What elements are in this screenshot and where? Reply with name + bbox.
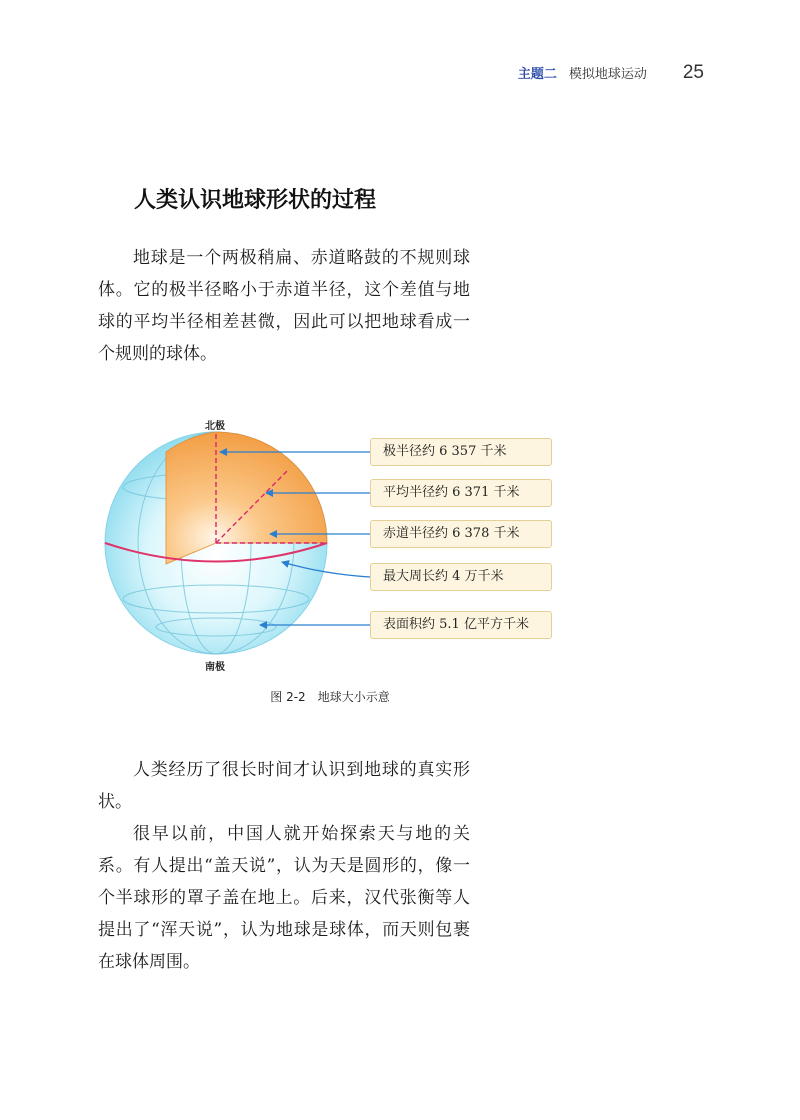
callout-polar-radius: 极半径约 6 357 千米 bbox=[370, 438, 552, 466]
north-pole-label: 北极 bbox=[205, 421, 225, 432]
paragraph-earth-shape: 地球是一个两极稍扁、赤道略鼓的不规则球体。它的极半径略小于赤道半径，这个差值与地球的平均半径相差甚微，因此可以把地球看成一个规则的球体。 bbox=[98, 248, 470, 364]
earth-size-figure bbox=[98, 412, 568, 672]
header-chapter-title: 模拟地球运动 bbox=[568, 67, 647, 82]
south-pole-label: 南极 bbox=[205, 662, 225, 673]
callout-equatorial-radius: 赤道半径约 6 378 千米 bbox=[370, 520, 552, 548]
callout-mean-radius: 平均半径约 6 371 千米 bbox=[370, 479, 552, 507]
paragraph-ancient-china: 很早以前，中国人就开始探索天与地的关系。有人提出“盖天说”，认为天是圆形的，像一个半球形的罩子盖在地上。后来，汉代张衡等人提出了“浑天说”，认为地球是球体，而天则包裹在球体周围。 bbox=[98, 824, 470, 972]
paragraph-history-intro: 人类经历了很长时间才认识到地球的真实形状。 bbox=[98, 760, 470, 812]
callout-max-circumference: 最大周长约 4 万千米 bbox=[370, 563, 552, 591]
section-title: 人类认识地球形状的过程 bbox=[134, 188, 377, 213]
callout-surface-area: 表面积约 5.1 亿平方千米 bbox=[370, 611, 552, 639]
figure-caption: 图 2-2 地球大小示意 bbox=[270, 690, 390, 704]
running-head bbox=[518, 62, 704, 84]
page-number: 25 bbox=[682, 62, 704, 83]
header-topic-label: 主题二 bbox=[517, 67, 557, 82]
